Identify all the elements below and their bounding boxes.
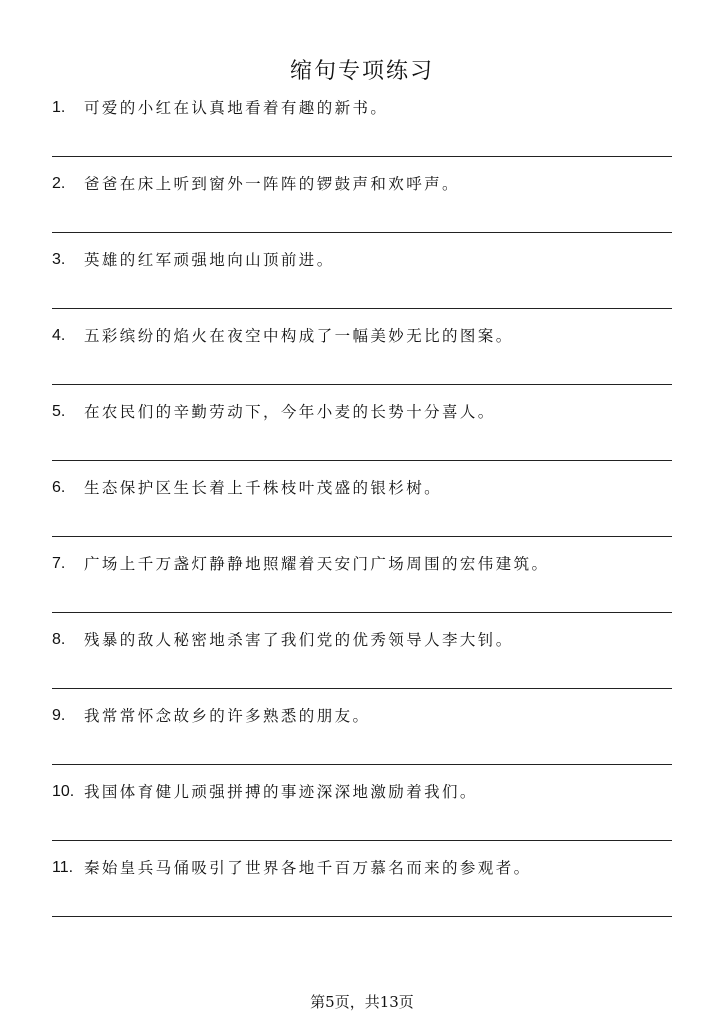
question-text: 五彩缤纷的焰火在夜空中构成了一幅美妙无比的图案。 [84,327,514,345]
question-item [52,172,672,248]
question-item [52,704,672,780]
answer-line[interactable] [52,460,672,461]
question-item [52,552,672,628]
question-number: 6. [52,479,66,496]
question-item [52,628,672,704]
question-number: 4. [52,327,66,344]
question-text: 英雄的红军顽强地向山顶前进。 [84,251,335,269]
answer-line[interactable] [52,156,672,157]
question-text: 我国体育健儿顽强拼搏的事迹深深地激励着我们。 [84,783,478,801]
answer-line[interactable] [52,308,672,309]
answer-line[interactable] [52,764,672,765]
page-title: 缩句专项练习 [289,59,434,84]
question-number: 7. [52,555,66,572]
question-text: 秦始皇兵马俑吸引了世界各地千百万慕名而来的参观者。 [84,859,532,877]
question-item [52,400,672,476]
answer-line[interactable] [52,536,672,537]
question-text: 广场上千万盏灯静静地照耀着天安门广场周围的宏伟建筑。 [84,555,550,573]
question-number: 8. [52,631,66,648]
question-text: 残暴的敌人秘密地杀害了我们党的优秀领导人李大钊。 [84,631,514,649]
question-number: 5. [52,403,66,420]
question-text: 可爱的小红在认真地看着有趣的新书。 [84,99,389,117]
question-number: 2. [52,175,66,192]
question-number: 1. [52,99,66,116]
question-number: 9. [52,707,66,724]
answer-line[interactable] [52,384,672,385]
question-item [52,856,672,932]
question-text: 我常常怀念故乡的许多熟悉的朋友。 [84,707,371,725]
answer-line[interactable] [52,612,672,613]
question-list [52,96,672,932]
question-item [52,96,672,172]
question-item [52,476,672,552]
answer-line[interactable] [52,916,672,917]
question-number: 3. [52,251,66,268]
question-item [52,780,672,856]
question-item [52,248,672,324]
question-text: 生态保护区生长着上千株枝叶茂盛的银杉树。 [84,479,443,497]
answer-line[interactable] [52,688,672,689]
question-text: 在农民们的辛勤劳动下，今年小麦的长势十分喜人。 [84,403,496,421]
question-item [52,324,672,400]
answer-line[interactable] [52,840,672,841]
page-number: 第5页，共13页 [310,993,414,1011]
answer-line[interactable] [52,232,672,233]
question-text: 爸爸在床上听到窗外一阵阵的锣鼓声和欢呼声。 [84,175,460,193]
question-number: 10. [52,783,75,800]
question-number: 11. [52,859,74,876]
